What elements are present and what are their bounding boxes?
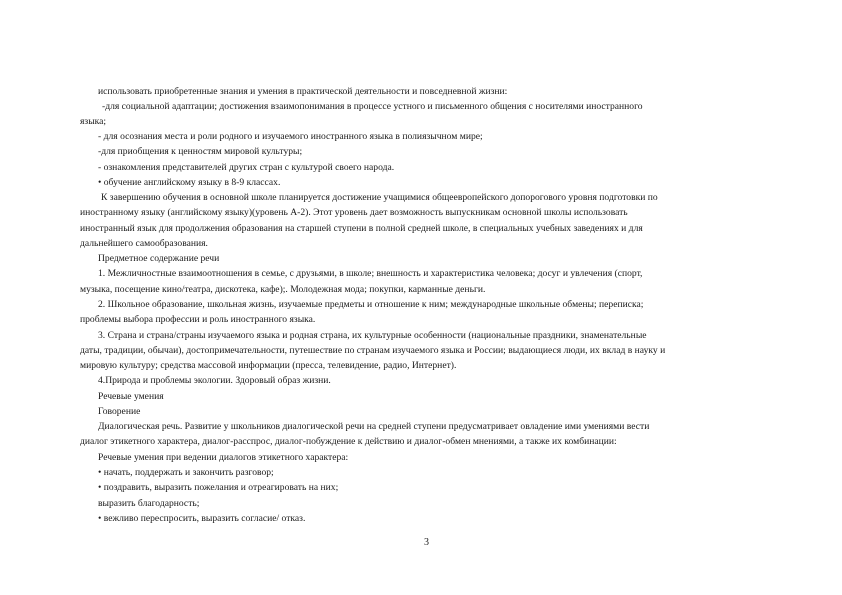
text-line: • обучение английскому языку в 8-9 классах. bbox=[98, 177, 281, 188]
text-line: иностранный язык для продолжения образования на старшей ступени в полной средней школе, в специальных учебных заведениях и для bbox=[80, 223, 643, 234]
text-line: музыка, посещение кино/театра, дискотека, кафе);. Молодежная мода; покупки, карманные деньги. bbox=[80, 284, 486, 295]
text-line: дальнейшего самообразования. bbox=[80, 238, 208, 249]
text-line: Речевые умения при ведении диалогов этикетного характера: bbox=[98, 452, 349, 463]
text-line: • начать, поддержать и закончить разговор; bbox=[98, 467, 274, 478]
text-line: 2. Школьное образование, школьная жизнь, изучаемые предметы и отношение к ним; международные школьные обмены; переписка; bbox=[98, 299, 644, 310]
text-line: Диалогическая речь. Развитие у школьников диалогической речи на средней ступени предусматривает овладение ими умениями вести bbox=[98, 421, 650, 432]
text-line: языка; bbox=[80, 116, 107, 127]
page-number: 3 bbox=[424, 537, 429, 548]
text-line: • поздравить, выразить пожелания и отреагировать на них; bbox=[98, 482, 339, 493]
text-line: 4.Природа и проблемы экологии. Здоровый образ жизни. bbox=[98, 375, 331, 386]
text-line: К завершению обучения в основной школе планируется достижение учащимися общеевропейского допорогового уровня подготовки по bbox=[101, 192, 658, 203]
text-line: Предметное содержание речи bbox=[98, 253, 220, 264]
text-line: -для приобщения к ценностям мировой культуры; bbox=[98, 146, 303, 157]
text-line: - ознакомления представителей других стран с культурой своего народа. bbox=[98, 162, 395, 173]
text-line: выразить благодарность; bbox=[98, 498, 200, 509]
text-line: даты, традиции, обычаи), достопримечательности, путешествие по странам изучаемого языка и России; выдающиеся люди, их вклад в науку и bbox=[80, 345, 666, 356]
text-line: диалог этикетного характера, диалог-расспрос, диалог-побуждение к действию и диалог-обмен мнениями, а также их комбинации: bbox=[80, 436, 617, 447]
text-line: использовать приобретенные знания и умения в практической деятельности и повседневной жизни: bbox=[98, 86, 508, 97]
text-line: - для осознания места и роли родного и изучаемого иностранного языка в полиязычном мире; bbox=[98, 131, 483, 142]
text-line: Речевые умения bbox=[98, 391, 164, 402]
text-line: • вежливо переспросить, выразить согласие/ отказ. bbox=[98, 513, 306, 524]
text-line: -для социальной адаптации; достижения взаимопонимания в процессе устного и письменного общения с носителями иностранного bbox=[102, 101, 643, 112]
text-line: проблемы выбора профессии и роль иностранного языка. bbox=[80, 314, 316, 325]
text-line: иностранному языку (английскому языку)(уровень А-2). Этот уровень дает возможность выпускникам основной школы использовать bbox=[80, 207, 628, 218]
text-line: 3. Страна и страна/страны изучаемого языка и родная страна, их культурные особенности (национальные праздники, знаменательные bbox=[98, 330, 647, 341]
text-line: 1. Межличностные взаимоотношения в семье, с друзьями, в школе; внешность и характеристика человека; досуг и увлечения (спорт, bbox=[98, 268, 643, 279]
text-line: мировую культуру; средства массовой информации (пресса, телевидение, радио, Интернет). bbox=[80, 360, 457, 371]
text-line: Говорение bbox=[98, 406, 141, 417]
